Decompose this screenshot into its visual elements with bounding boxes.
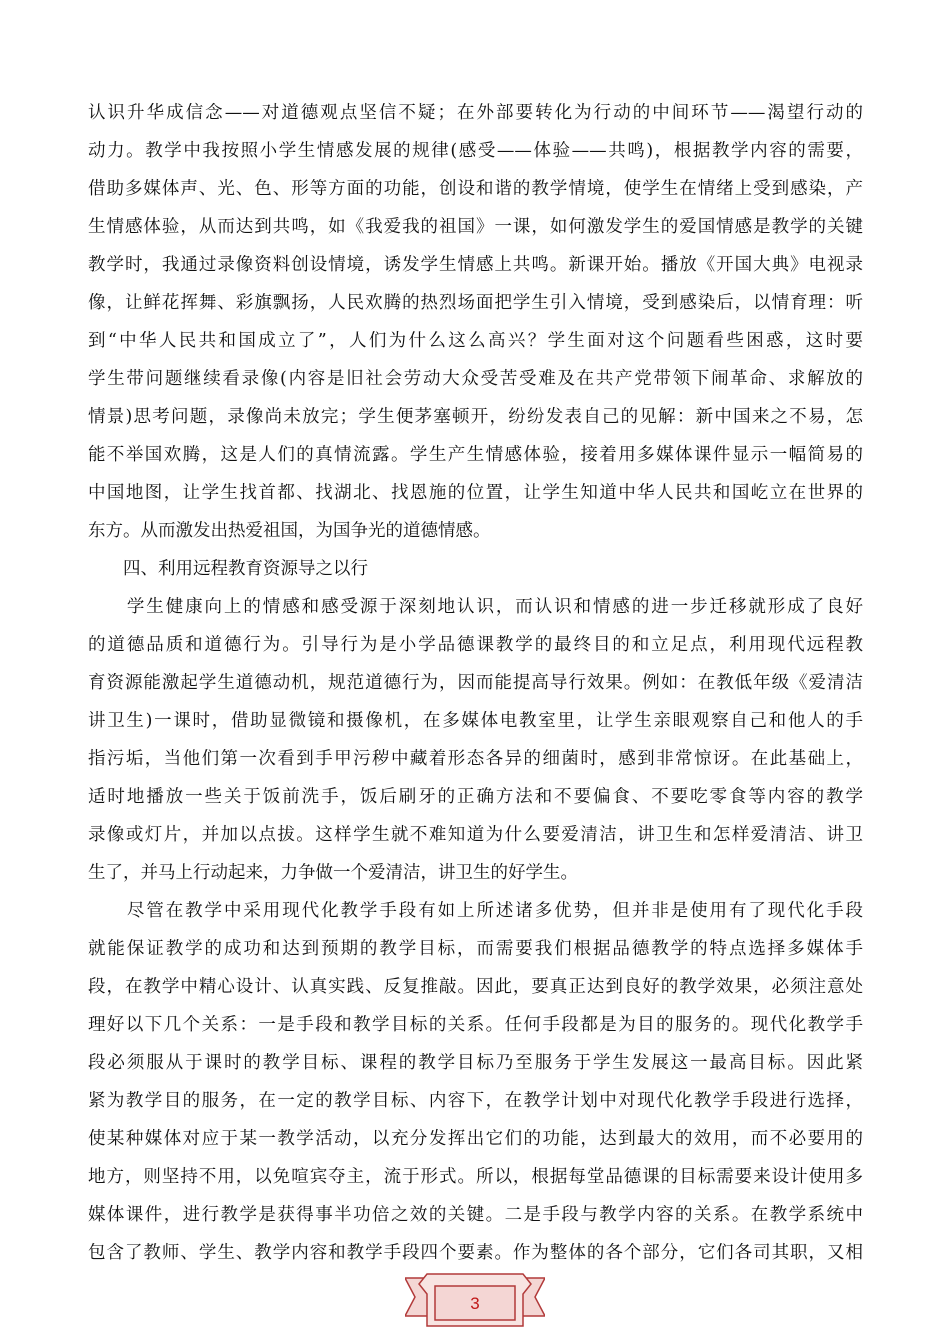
text-line: 指污垢，当他们第一次看到手甲污秽中藏着形态各异的细菌时，感到非常惊讶。在此基础上， <box>88 749 863 769</box>
text-line: 像，让鲜花挥舞、彩旗飘扬，人民欢腾的热烈场面把学生引入情境，受到感染后，以情育理：听 <box>88 293 863 313</box>
page-footer <box>405 1272 545 1330</box>
text-line: 使某种媒体对应于某一教学活动，以充分发挥出它们的功能，达到最大的效用，而不必要用的 <box>88 1129 863 1149</box>
text-line: 的道德品质和道德行为。引导行为是小学品德课教学的最终目的和立足点，利用现代远程教 <box>88 635 863 655</box>
text-line: 动力。教学中我按照小学生情感发展的规律(感受——体验——共鸣)，根据教学内容的需要， <box>88 141 863 161</box>
text-line: 能不举国欢腾，这是人们的真情流露。学生产生情感体验，接着用多媒体课件显示一幅简易的 <box>88 445 863 465</box>
text-line: 生情感体验，从而达到共鸣，如《我爱我的祖国》一课，如何激发学生的爱国情感是教学的关键 <box>88 217 863 237</box>
text-line: 讲卫生)一课时，借助显微镜和摄像机，在多媒体电教室里，让学生亲眼观察自己和他人的手 <box>88 711 863 731</box>
text-line: 学生健康向上的情感和感受源于深刻地认识，而认识和情感的进一步迁移就形成了良好 <box>88 597 863 617</box>
text-line: 理好以下几个关系：一是手段和教学目标的关系。任何手段都是为目的服务的。现代化教学手 <box>88 1015 863 1035</box>
text-line: 录像或灯片，并加以点拔。这样学生就不难知道为什么要爱清洁，讲卫生和怎样爱清洁、讲卫 <box>88 825 863 845</box>
text-line: 媒体课件，进行教学是获得事半功倍之效的关键。二是手段与教学内容的关系。在教学系统中 <box>88 1205 863 1225</box>
text-line: 地方，则坚持不用，以免喧宾夺主，流于形式。所以，根据每堂品德课的目标需要来设计使用多 <box>88 1167 863 1187</box>
text-line: 段必须服从于课时的教学目标、课程的教学目标乃至服务于学生发展这一最高目标。因此紧 <box>88 1053 863 1073</box>
page-number: 3 <box>470 1294 480 1313</box>
text-line: 认识升华成信念——对道德观点坚信不疑；在外部要转化为行动的中间环节——渴望行动的 <box>88 103 863 123</box>
text-line: 情景)思考问题，录像尚未放完；学生便茅塞顿开，纷纷发表自己的见解：新中国来之不易，怎 <box>88 407 863 427</box>
text-line: 适时地播放一些关于饭前洗手，饭后刷牙的正确方法和不要偏食、不要吃零食等内容的教学 <box>88 787 863 807</box>
text-line: 就能保证教学的成功和达到预期的教学目标，而需要我们根据品德教学的特点选择多媒体手 <box>88 939 863 959</box>
text-line: 紧为教学目的服务，在一定的教学目标、内容下，在教学计划中对现代化教学手段进行选择， <box>88 1091 863 1111</box>
text-line: 育资源能激起学生道德动机，规范道德行为，因而能提高导行效果。例如：在教低年级《爱清洁 <box>88 673 863 693</box>
text-line: 到“中华人民共和国成立了”，人们为什么这么高兴？学生面对这个问题看些困惑，这时要 <box>88 331 863 351</box>
text-line: 中国地图，让学生找首都、找湖北、找恩施的位置，让学生知道中华人民共和国屹立在世界的 <box>88 483 863 503</box>
text-line: 包含了教师、学生、教学内容和教学手段四个要素。作为整体的各个部分，它们各司其职，又相 <box>88 1243 863 1263</box>
text-line: 生了，并马上行动起来，力争做一个爱清洁，讲卫生的好学生。 <box>88 863 578 883</box>
text-line: 四、利用远程教育资源导之以行 <box>88 559 368 579</box>
body-text <box>88 94 863 1272</box>
text-line: 借助多媒体声、光、色、形等方面的功能，创设和谐的教学情境，使学生在情绪上受到感染，产 <box>88 179 863 199</box>
text-line: 教学时，我通过录像资料创设情境，诱发学生情感上共鸣。新课开始。播放《开国大典》电视录 <box>88 255 863 275</box>
text-line: 段，在教学中精心设计、认真实践、反复推敲。因此，要真正达到良好的教学效果，必须注意处 <box>88 977 863 997</box>
text-line: 尽管在教学中采用现代化教学手段有如上所述诸多优势，但并非是使用有了现代化手段 <box>88 901 863 921</box>
text-line: 学生带问题继续看录像(内容是旧社会劳动大众受苦受难及在共产党带领下闹革命、求解放的 <box>88 369 863 389</box>
text-line: 东方。从而激发出热爱祖国，为国争光的道德情感。 <box>88 521 491 541</box>
